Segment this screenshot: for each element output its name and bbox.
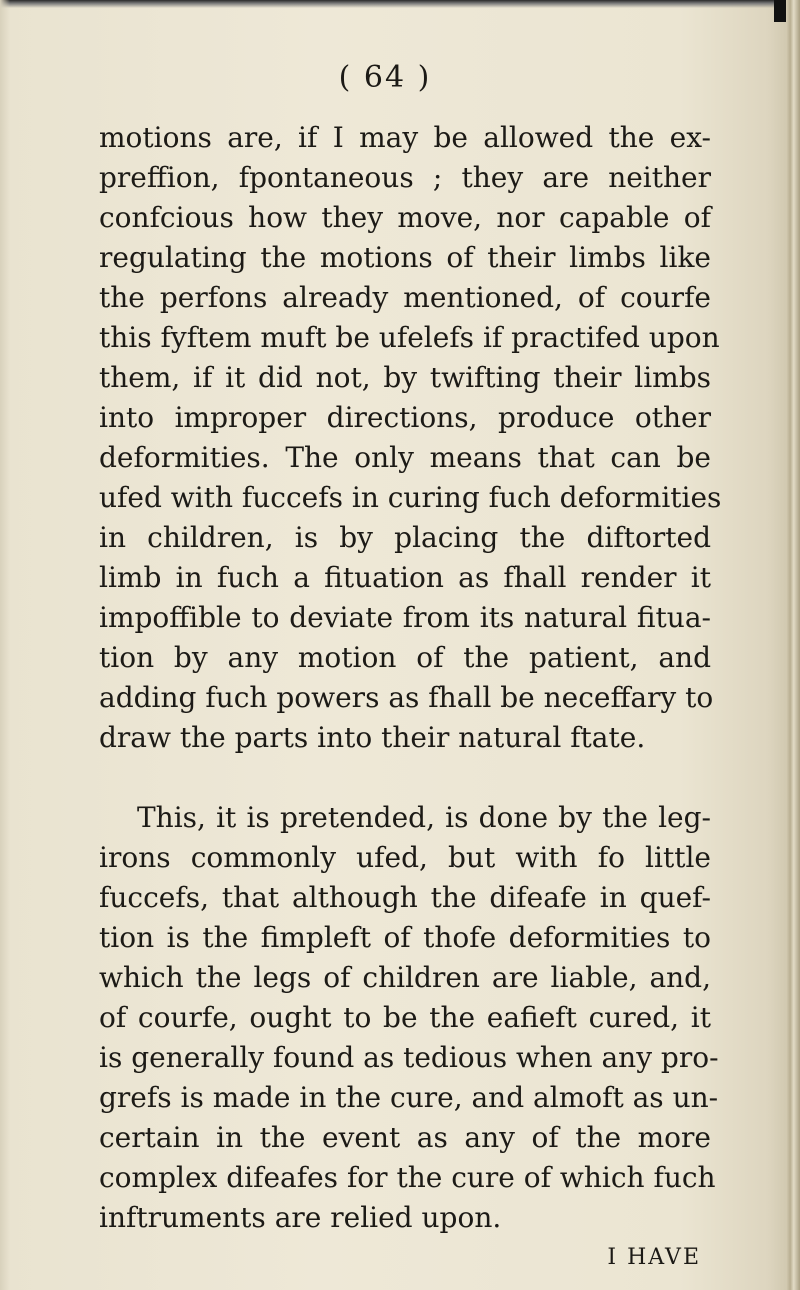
text-line: deformities. The only means that can be bbox=[99, 441, 711, 474]
text-line: confcious how they move, nor capable of bbox=[99, 201, 711, 234]
text-line: draw the parts into their natural ftate. bbox=[99, 721, 646, 754]
text-line: tion by any motion of the patient, and bbox=[99, 641, 711, 674]
text-line: of courfe, ought to be the eafieft cured, it bbox=[99, 1001, 711, 1034]
text-line: certain in the event as any of the more bbox=[99, 1121, 711, 1154]
page-right-edge bbox=[786, 0, 800, 1290]
text-line: irons commonly ufed, but with fo little bbox=[99, 841, 711, 874]
text-line: this fyftem muft be ufelefs if practifed upon bbox=[99, 321, 720, 354]
text-line: This, it is pretended, is done by the leg- bbox=[137, 801, 711, 834]
text-line: is generally found as tedious when any pro- bbox=[99, 1041, 719, 1074]
text-line: limb in fuch a fituation as fhall render it bbox=[99, 561, 711, 594]
text-line: fuccefs, that although the difeafe in quef- bbox=[99, 881, 711, 914]
top-shadow bbox=[0, 0, 800, 8]
text-line: preffion, fpontaneous ; they are neither bbox=[99, 161, 711, 194]
text-line: motions are, if I may be allowed the ex- bbox=[99, 121, 711, 154]
page-number-header: ( 64 ) bbox=[338, 60, 432, 95]
page-left-edge bbox=[0, 0, 10, 1290]
text-line: in children, is by placing the diftorted bbox=[99, 521, 711, 554]
text-line: grefs is made in the cure, and almoft as un- bbox=[99, 1081, 719, 1114]
text-line: which the legs of children are liable, and, bbox=[99, 961, 711, 994]
text-line: ufed with fuccefs in curing fuch deformities bbox=[99, 481, 722, 514]
text-line: into improper directions, produce other bbox=[99, 401, 711, 434]
text-line: tion is the fimpleft of thofe deformities to bbox=[99, 921, 711, 954]
body-text bbox=[99, 118, 722, 1278]
text-line: adding fuch powers as fhall be neceffary to bbox=[99, 681, 714, 714]
catchword: I HAVE bbox=[607, 1245, 701, 1270]
text-line: the perfons already mentioned, of courfe bbox=[99, 281, 711, 314]
text-line: complex difeafes for the cure of which fuch bbox=[99, 1161, 716, 1194]
text-line: them, if it did not, by twifting their limbs bbox=[99, 361, 711, 394]
text-line: regulating the motions of their limbs like bbox=[99, 241, 711, 274]
text-line: impoffible to deviate from its natural fitua- bbox=[99, 601, 711, 634]
text-line: inftruments are relied upon. bbox=[99, 1201, 502, 1234]
paragraph-gap bbox=[99, 758, 711, 798]
